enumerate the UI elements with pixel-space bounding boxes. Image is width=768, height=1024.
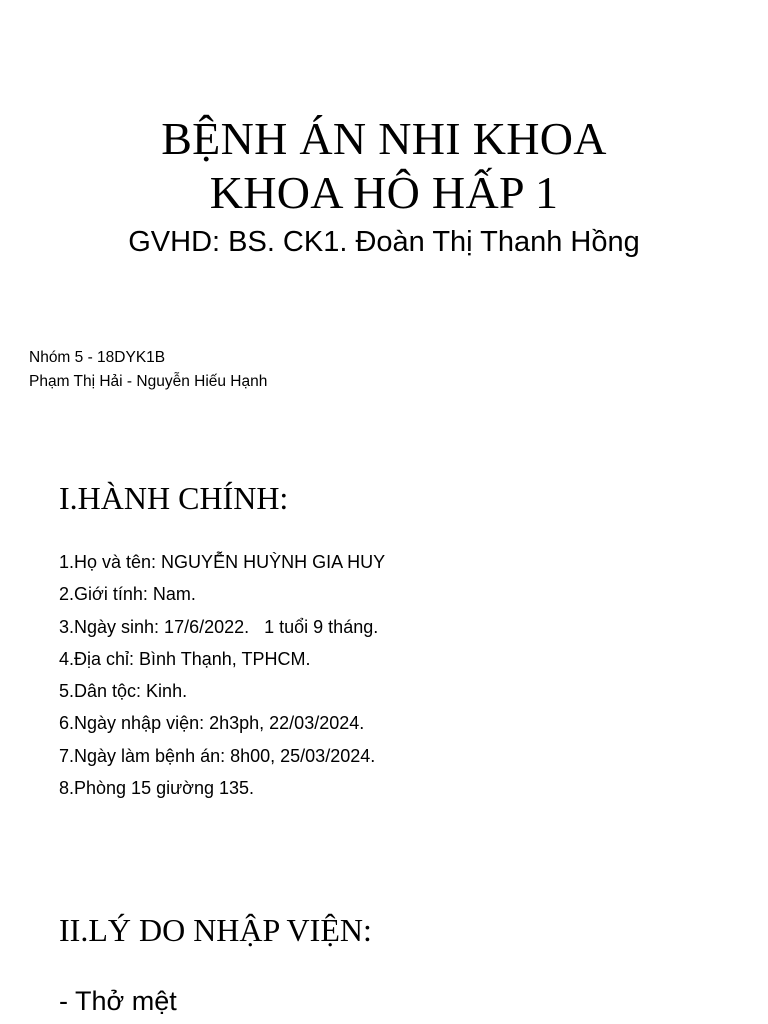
instructor-subtitle: GVHD: BS. CK1. Đoàn Thị Thanh Hồng — [128, 226, 640, 258]
admission-reason-text: - Thở mệt — [59, 986, 177, 1016]
info-item-birth-date: 3.Ngày sinh: 17/6/2022. 1 tuổi 9 tháng. — [59, 616, 379, 637]
section-heading-administrative: I.HÀNH CHÍNH: — [59, 480, 289, 516]
info-item-record-date: 7.Ngày làm bệnh án: 8h00, 25/03/2024. — [59, 745, 376, 766]
info-item-admission-date: 6.Ngày nhập viện: 2h3ph, 22/03/2024. — [59, 713, 365, 734]
administrative-info-list — [59, 546, 385, 804]
group-name: Nhóm 5 - 18DYK1B — [29, 349, 166, 366]
info-item-room-bed: 8.Phòng 15 giường 135. — [59, 778, 255, 799]
info-item-full-name: 1.Họ và tên: NGUYỄN HUỲNH GIA HUY — [59, 552, 386, 572]
info-item-address: 4.Địa chỉ: Bình Thạnh, TPHCM. — [59, 648, 311, 669]
group-members: Phạm Thị Hải - Nguyễn Hiếu Hạnh — [29, 373, 268, 390]
document-title-line-2: KHOA HÔ HẤP 1 — [209, 167, 559, 218]
document-title-line-1: BỆNH ÁN NHI KHOA — [161, 113, 607, 164]
section-heading-admission-reason: II.LÝ DO NHẬP VIỆN: — [59, 912, 372, 948]
group-info — [29, 346, 267, 394]
title-block — [0, 112, 768, 262]
info-item-gender: 2.Giới tính: Nam. — [59, 584, 196, 605]
info-item-ethnicity: 5.Dân tộc: Kinh. — [59, 681, 188, 702]
